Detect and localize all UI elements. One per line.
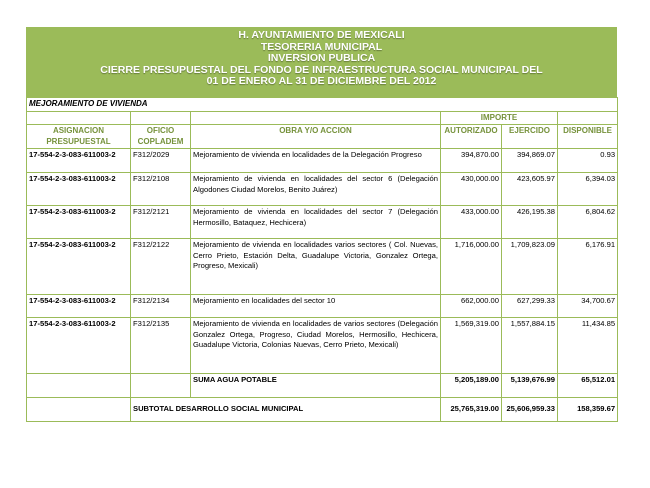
col-asignacion: ASIGNACION PRESUPUESTAL xyxy=(27,125,131,149)
row-code: 17-554-2-3-083-611003-2 xyxy=(27,206,131,239)
row-disponible: 34,700.67 xyxy=(558,295,618,318)
title-line-2: TESORERIA MUNICIPAL xyxy=(260,40,383,53)
suma-disponible: 65,512.01 xyxy=(558,374,618,398)
row-obra: Mejoramiento de vivienda en localidades de la Delegación Progreso xyxy=(191,149,441,173)
row-oficio: F312/2121 xyxy=(131,206,191,239)
row-code: 17-554-2-3-083-611003-2 xyxy=(27,318,131,374)
section-row xyxy=(27,98,618,112)
col-oficio: OFICIO COPLADEM xyxy=(131,125,191,149)
table-row xyxy=(27,149,618,173)
blank-cell xyxy=(27,374,131,398)
table-row xyxy=(27,206,618,239)
row-obra: Mejoramiento de vivienda en localidades de varios sectores (Delegación Gonzalez Ortega, Progreso, Ciudad Morelos, Hermosillo, Hechicera, Guadalupe Victoria, Colonias Nuevas, Cerro Prieto, Mexicali) xyxy=(191,318,441,374)
row-ejercido: 627,299.33 xyxy=(502,295,558,318)
subtotal-row xyxy=(27,398,618,422)
row-autorizado: 662,000.00 xyxy=(441,295,502,318)
row-oficio: F312/2029 xyxy=(131,149,191,173)
title-line-5: 01 DE ENERO AL 31 DE DICIEMBRE DEL 2012 xyxy=(206,75,437,88)
row-ejercido: 1,557,884.15 xyxy=(502,318,558,374)
row-obra: Mejoramiento de vivienda en localidades del sector 7 (Delegación Hermosillo, Bataquez, Hechicera) xyxy=(191,206,441,239)
table-row xyxy=(27,173,618,206)
row-disponible: 6,176.91 xyxy=(558,239,618,295)
row-oficio: F312/2122 xyxy=(131,239,191,295)
suma-row xyxy=(27,374,618,398)
row-code: 17-554-2-3-083-611003-2 xyxy=(27,239,131,295)
blank-cell xyxy=(131,111,191,125)
row-autorizado: 430,000.00 xyxy=(441,173,502,206)
row-disponible: 0.93 xyxy=(558,149,618,173)
suma-label: SUMA AGUA POTABLE xyxy=(191,374,441,398)
row-disponible: 11,434.85 xyxy=(558,318,618,374)
budget-table xyxy=(26,97,618,422)
budget-sheet xyxy=(26,27,617,422)
row-ejercido: 426,195.38 xyxy=(502,206,558,239)
section-title: MEJORAMIENTO DE VIVIENDA xyxy=(27,98,618,112)
blank-cell xyxy=(191,111,441,125)
col-autorizado: AUTORIZADO xyxy=(441,125,502,149)
title-line-4: CIERRE PRESUPUESTAL DEL FONDO DE INFRAESTRUCTURA SOCIAL MUNICIPAL DEL xyxy=(100,63,543,76)
suma-ejercido: 5,139,676.99 xyxy=(502,374,558,398)
title-banner xyxy=(26,27,617,97)
col-disponible: DISPONIBLE xyxy=(558,125,618,149)
subtotal-ejercido: 25,606,959.33 xyxy=(502,398,558,422)
row-code: 17-554-2-3-083-611003-2 xyxy=(27,173,131,206)
table-row xyxy=(27,295,618,318)
row-obra: Mejoramiento de vivienda en localidades varios sectores ( Col. Nuevas, Cerro Prieto, Estación Delta, Guadalupe Victoria, Gonzalez Ortega, Progreso, Mexicali) xyxy=(191,239,441,295)
row-ejercido: 1,709,823.09 xyxy=(502,239,558,295)
table-row xyxy=(27,318,618,374)
column-header-row xyxy=(27,125,618,149)
row-autorizado: 394,870.00 xyxy=(441,149,502,173)
row-obra: Mejoramiento de vivienda en localidades del sector 6 (Delegación Algodones Ciudad Morelos, Benito Juárez) xyxy=(191,173,441,206)
suma-autorizado: 5,205,189.00 xyxy=(441,374,502,398)
blank-cell xyxy=(131,374,191,398)
row-oficio: F312/2135 xyxy=(131,318,191,374)
row-ejercido: 423,605.97 xyxy=(502,173,558,206)
title-line-3: INVERSION PUBLICA xyxy=(267,52,376,65)
blank-cell xyxy=(558,111,618,125)
subtotal-label: SUBTOTAL DESARROLLO SOCIAL MUNICIPAL xyxy=(131,398,441,422)
row-autorizado: 1,569,319.00 xyxy=(441,318,502,374)
row-oficio: F312/2108 xyxy=(131,173,191,206)
row-obra: Mejoramiento en localidades del sector 10 xyxy=(191,295,441,318)
table-row xyxy=(27,239,618,295)
row-ejercido: 394,869.07 xyxy=(502,149,558,173)
subtotal-disponible: 158,359.67 xyxy=(558,398,618,422)
row-disponible: 6,394.03 xyxy=(558,173,618,206)
importe-header: IMPORTE xyxy=(441,111,558,125)
blank-cell xyxy=(27,111,131,125)
col-obra: OBRA Y/O ACCION xyxy=(191,125,441,149)
blank-cell xyxy=(27,398,131,422)
row-code: 17-554-2-3-083-611003-2 xyxy=(27,295,131,318)
row-code: 17-554-2-3-083-611003-2 xyxy=(27,149,131,173)
row-autorizado: 433,000.00 xyxy=(441,206,502,239)
row-oficio: F312/2134 xyxy=(131,295,191,318)
importe-header-row xyxy=(27,111,618,125)
row-disponible: 6,804.62 xyxy=(558,206,618,239)
title-line-1: H. AYUNTAMIENTO DE MEXICALI xyxy=(238,29,405,41)
col-ejercido: EJERCIDO xyxy=(502,125,558,149)
subtotal-autorizado: 25,765,319.00 xyxy=(441,398,502,422)
row-autorizado: 1,716,000.00 xyxy=(441,239,502,295)
